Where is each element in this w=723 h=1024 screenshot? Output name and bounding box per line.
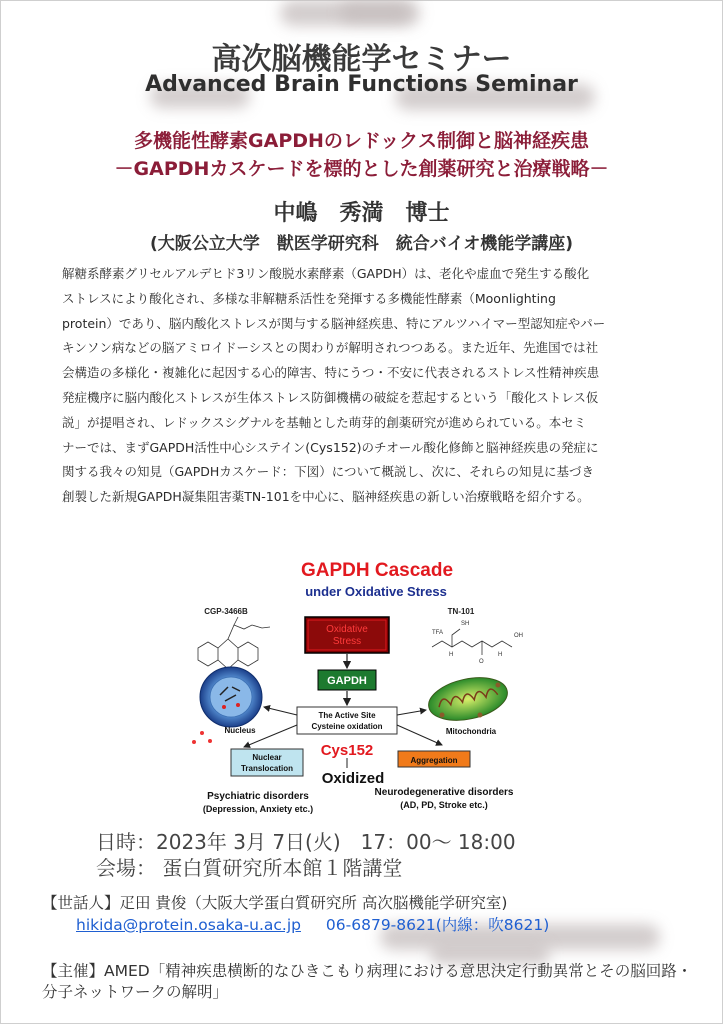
tn-atom-h2: H (498, 652, 503, 658)
oxidative-stress-label: Stress (332, 636, 362, 647)
abstract-line: ナーでは、まずGAPDH活性中心システイン(Cys152)のチオール酸化修飾と脳神経疾患の発症に (62, 439, 599, 455)
event-date: 日時：2023年 3月 7日(火) 17：00～ 18:00 (96, 830, 516, 854)
abstract-line: キンソン病などの脳アミロイドーシスとの関わりが解明されつつある。また近年、先進国では社 (62, 340, 599, 356)
lecture-title: 多機能性酵素GAPDHのレドックス制御と脳神経疾患 (134, 130, 589, 152)
aggregation-label: Aggregation (410, 756, 458, 765)
tn-atom-sh: SH (461, 621, 470, 627)
tn-label: TN-101 (447, 607, 475, 616)
seminar-title-en: Advanced Brain Functions Seminar (145, 72, 578, 97)
oxidative-stress-label: Oxidative (326, 624, 368, 635)
cys152-label: Cys152 (320, 742, 374, 759)
tn-atom-h: H (449, 652, 454, 658)
organizer-phone: 06-6879-8621(内線：吹8621) (325, 916, 550, 934)
nuclear-translocation-label: Nuclear (252, 753, 282, 762)
figure-title: GAPDH Cascade (300, 560, 454, 581)
abstract-line: 説」が提唱され、レドックスシグナルを基軸とした萌芽的創薬研究が進められている。本セミ (62, 414, 587, 430)
neurodegenerative-disorders: Neurodegenerative disorders (374, 787, 514, 798)
gapdh-cascade-figure (180, 555, 550, 820)
seminar-title-jp: 高次脳機能学セミナー (211, 42, 512, 77)
abstract-line: 会構造の多様化・複雑化に起因する心的障害、特にうつ・不安に代表されるストレス性精神疾患 (62, 365, 600, 381)
abstract-line: 解糖系酵素グリセルアルデヒド3リン酸脱水素酵素（GAPDH）は、老化や虚血で発生する酸化 (62, 266, 590, 281)
psychiatric-disorders: Psychiatric disorders (207, 791, 309, 802)
host-sponsor: 【主催】AMED「精神疾患横断的なひきこもり病理における意思決定行動異常とその脳回路・分子ネットワークの解明」 (42, 962, 693, 1001)
tn-atom-tfa: TFA (432, 630, 444, 636)
mitochondria-icon (425, 671, 512, 727)
active-site-label: The Active Site (318, 711, 376, 720)
neurodegenerative-examples: (AD, PD, Stroke etc.) (400, 800, 488, 810)
abstract-line: 関する我々の知見（GAPDHカスケード：下図）について概説し、次に、それらの知見に基づき (62, 464, 595, 480)
speaker-affiliation: (大阪公立大学 獣医学研究科 統合バイオ機能学講座) (149, 234, 574, 254)
active-site-label: Cysteine oxidation (311, 722, 383, 731)
speaker-name: 中嶋 秀満 博士 (273, 201, 450, 226)
abstract-line: 創製した新規GAPDH凝集阻害薬TN-101を中心に、脳神経疾患の新しい治療戦略を紹介する。 (62, 489, 590, 505)
redaction-blur (340, 2, 410, 22)
oxidized-label: Oxidized (321, 770, 385, 787)
lecture-subtitle: －GAPDHカスケードを標的とした創薬研究と治療戦略－ (114, 158, 609, 180)
contact-line (76, 913, 549, 935)
abstract-line: protein）であり、脳内酸化ストレスが関与する脳神経疾患、特にアルツハイマー型認知症やパー (62, 315, 606, 331)
organizer-email-link[interactable]: hikida@protein.osaka-u.ac.jp (76, 916, 301, 934)
tn-atom-oh: OH (514, 633, 523, 639)
psychiatric-examples: (Depression, Anxiety etc.) (202, 804, 314, 814)
nucleus-label: Nucleus (224, 726, 256, 735)
abstract-line: ストレスにより酸化され、多様な非解糖系活性を発揮する多機能性酵素（Moonlighting (62, 290, 556, 306)
abstract (62, 262, 665, 510)
cgp-label: CGP-3466B (204, 607, 248, 616)
event-venue: 会場： 蛋白質研究所本館１階講堂 (96, 856, 403, 880)
mitochondria-label: Mitochondria (445, 727, 497, 736)
cgp-structure-icon (198, 617, 270, 669)
abstract-line: 発症機序に脳内酸化ストレスが生体ストレス防御機構の破綻を惹起するという「酸化ストレス仮 (62, 389, 599, 405)
nuclear-translocation-label: Translocation (240, 764, 294, 773)
tn-atom-o: O (479, 659, 484, 665)
organizer: 【世話人】疋田 貴俊（大阪大学蛋白質研究所 高次脳機能学研究室) (42, 894, 508, 912)
gapdh-label: GAPDH (327, 675, 367, 687)
figure-subtitle: under Oxidative Stress (305, 584, 447, 599)
